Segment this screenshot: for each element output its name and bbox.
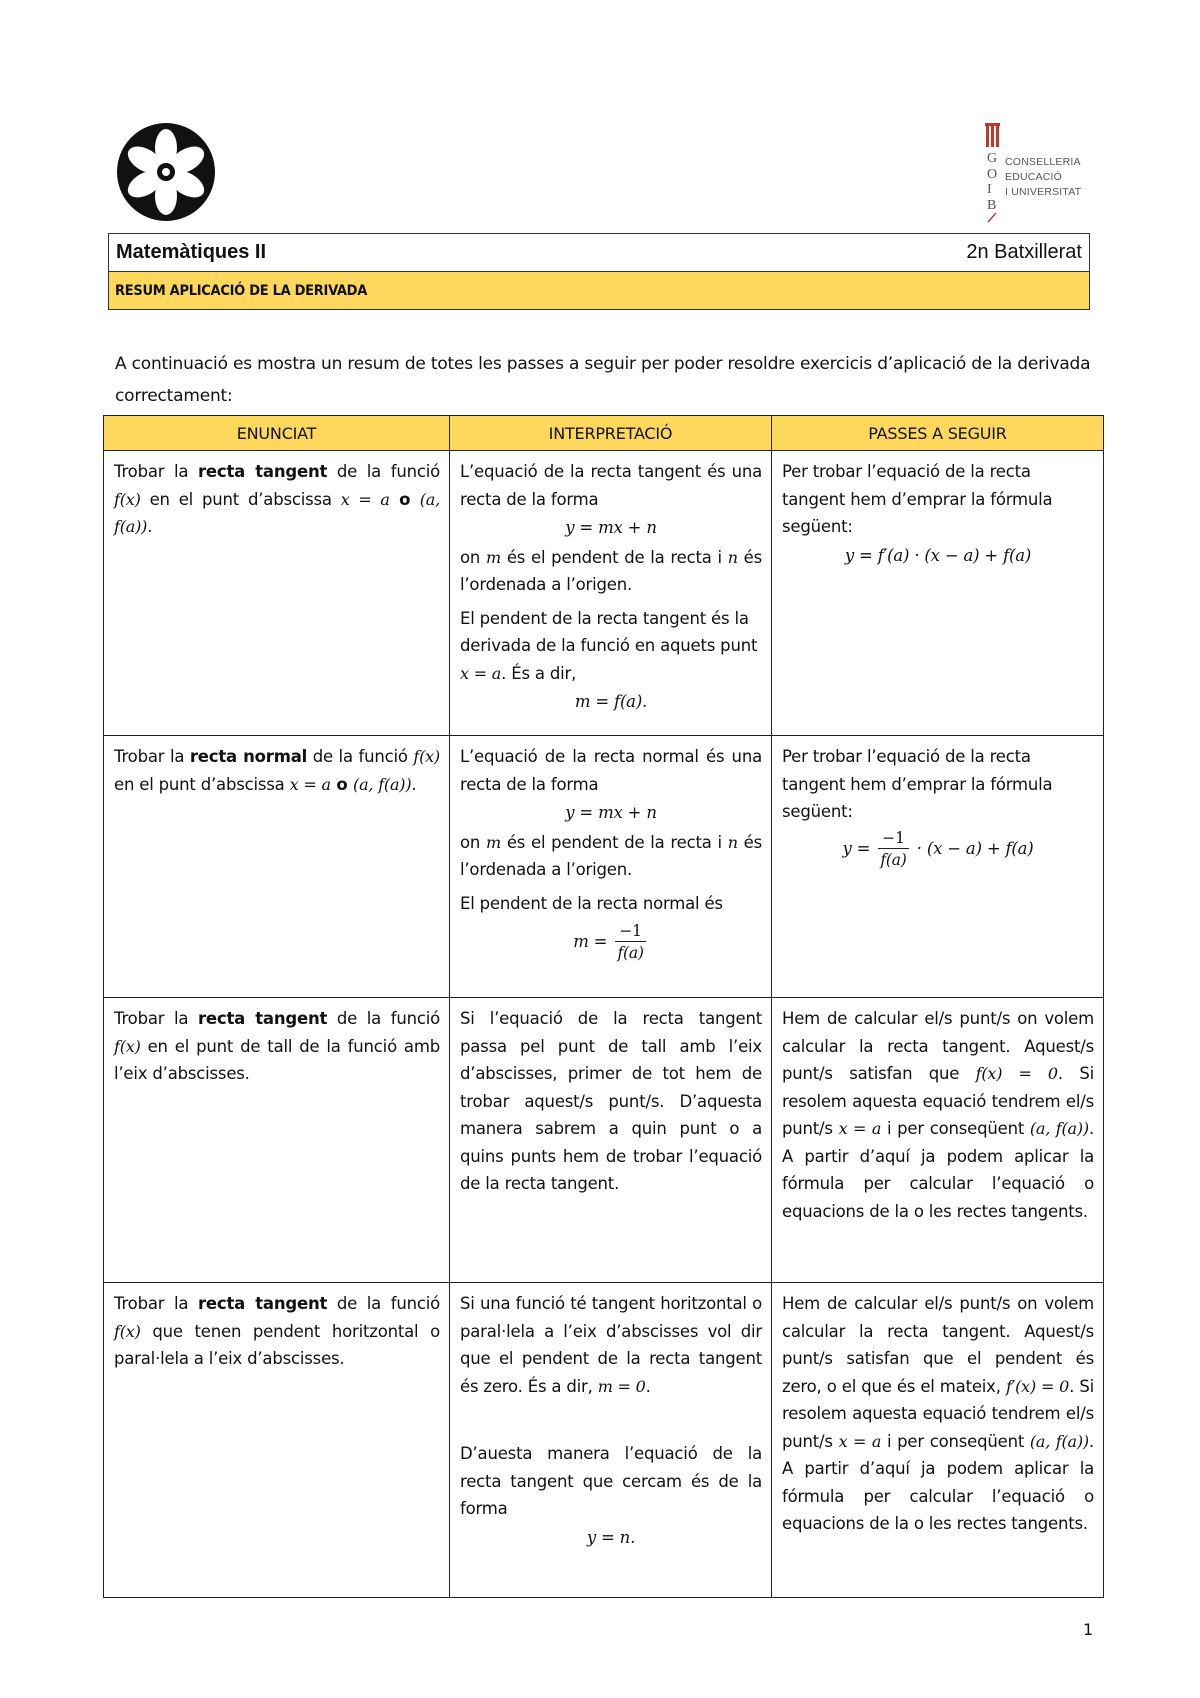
equation: y = mx + n [565,518,657,537]
header-interpretacio: INTERPRETACIÓ [450,416,772,451]
goib-emblem-icon [985,123,1005,149]
cell-enunciat: Trobar la recta normal de la funció f(x) en el punt d’abscissa x = a o (a, f(a)). [104,736,450,998]
cell-interpretacio: Si una funció té tangent horitzontal o paral·lela a l’eix d’abscisses vol dir que el pendent de la recta tangent és zero. És a dir, m = 0. D’auesta manera l’equació de la recta tangent que cercam és de la forma y = n. [450,1283,772,1598]
cell-passes: Hem de calcular el/s punt/s on volem calcular la recta tangent. Aquest/s punt/s satisfan que f(x) = 0. Si resolem aquesta equació tendrem el/s punt/s x = a i per conseqüent (a, f(a)). A partir d’aquí ja podem aplicar la fórmula per calcular l’equació o equacions de la o les rectes tangents. [772,998,1104,1283]
flower-logo-icon [116,122,216,222]
header-passes: PASSES A SEGUIR [772,416,1104,451]
equation: y = f′(a) · (x − a) + f(a) [844,545,1032,565]
cell-passes: Hem de calcular el/s punt/s on volem calcular la recta tangent. Aquest/s punt/s satisfan que el pendent és zero, o el que és el mateix, f′(x) = 0. Si resolem aquesta equació tendrem el/s punt/s x = a i per conseqüent (a, f(a)). A partir d’aquí ja podem aplicar la fórmula per calcular l’equació o equacions de la o les rectes tangents. [772,1283,1104,1598]
cell-enunciat: Trobar la recta tangent de la funció f(x) que tenen pendent horitzontal o paral·lela a l’eix d’abscisses. [104,1283,450,1598]
equation-fraction: y = $\frac{-1}{f(a)}$ · (x − a) + f(a) [842,828,1034,869]
cell-enunciat: Trobar la recta tangent de la funció f(x) en el punt de tall de la funció amb l’eix d’abscisses. [104,998,450,1283]
cell-interpretacio: L’equació de la recta tangent és una recta de la forma y = mx + n on m és el pendent de la recta i n és l’ordenada a l’origen. El pendent de la recta tangent és la derivada de la funció en aquets punt x = a. És a dir, m = f(a). [450,451,772,736]
equation: y = mx + n [565,803,657,822]
equation: m = f(a). [574,692,648,711]
table-header-row [104,416,1104,451]
table-row [104,736,1104,998]
cell-passes: Per trobar l’equació de la recta tangent hem d’emprar la fórmula següent: y = $\frac{-1}{f(a)}$ · (x − a) + f(a) [772,736,1104,998]
goib-logo [985,123,1095,228]
table-row [104,1283,1104,1598]
summary-table [103,415,1104,1598]
cell-enunciat: Trobar la recta tangent de la funció f(x) en el punt d’abscissa x = a o (a, f(a)). [104,451,450,736]
unit-title: RESUM APLICACIÓ DE LA DERIVADA [115,282,368,299]
cell-passes: Per trobar l’equació de la recta tangent hem d’emprar la fórmula següent: y = f′(a) · (x − a) + f(a) [772,451,1104,736]
equation-fraction: m = $\frac{-1}{f(a)}$ [460,921,762,964]
equation: y = n. [586,1527,636,1547]
table-row [104,998,1104,1283]
cell-interpretacio: Si l’equació de la recta tangent passa pel punt de tall amb l’eix d’abscisses, primer de tot hem de trobar aquest/s punt/s. D’aquesta manera sabrem a quin punt o a quins punts hem de trobar l’equació de la recta tangent. [450,998,772,1283]
header-enunciat: ENUNCIAT [104,416,450,451]
course-label: 2n Batxillerat [966,241,1082,263]
subject-banner [108,233,1090,310]
page-number: 1 [1083,1620,1094,1639]
subject-title: Matemàtiques II [116,241,267,263]
cell-interpretacio: L’equació de la recta normal és una recta de la forma y = mx + n on m és el pendent de la recta i n és l’ordenada a l’origen. El pendent de la recta normal és m = $\frac{-1}{f(a)}$ [450,736,772,998]
goib-department-name: CONSELLERIA EDUCACIÓ I UNIVERSITAT [1005,156,1082,198]
intro-paragraph: A continuació es mostra un resum de totes les passes a seguir per poder resoldre exercicis d’aplicació de la derivada correctament: [115,354,1091,406]
goib-slash-icon [987,211,1001,223]
goib-letters: G O I B [987,151,999,213]
table-row [104,451,1104,736]
